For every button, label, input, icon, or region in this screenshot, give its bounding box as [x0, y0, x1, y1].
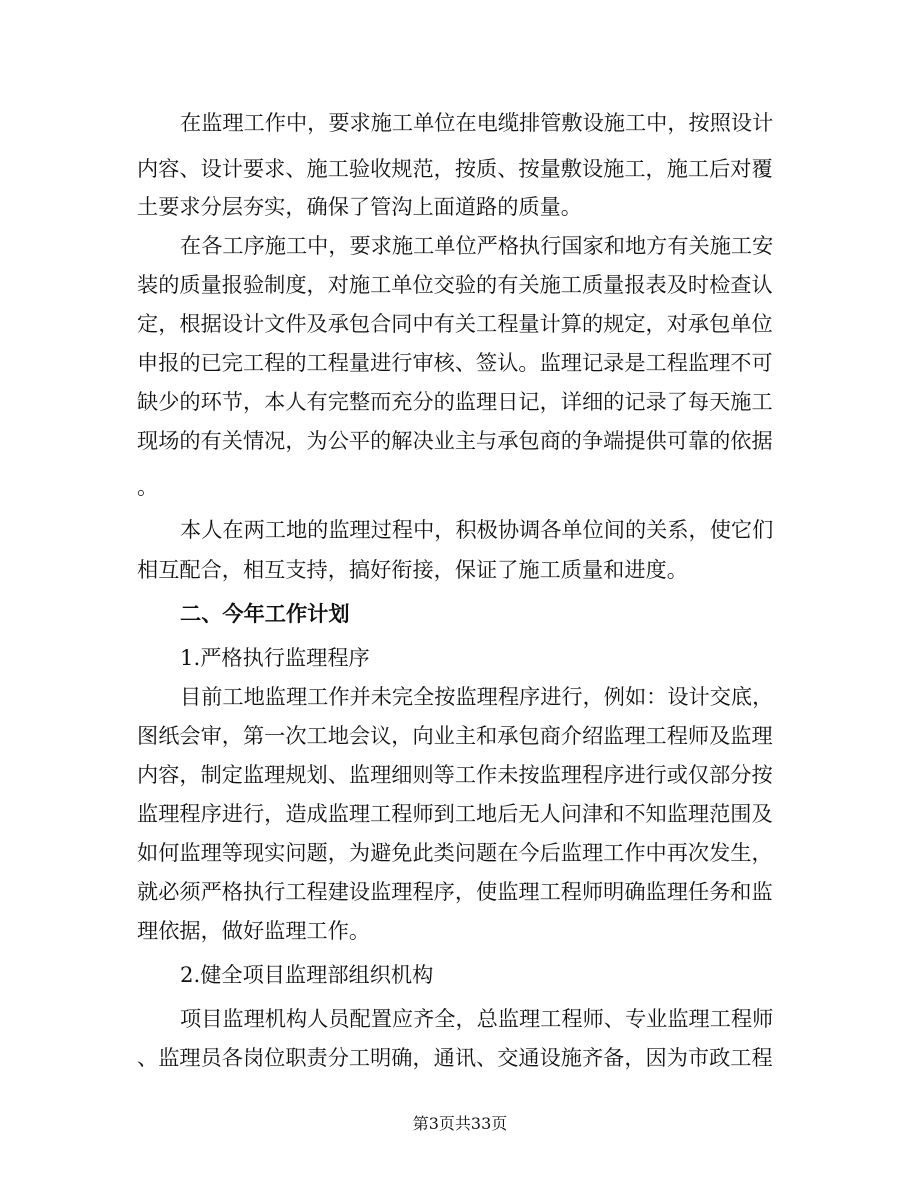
paragraph-line: 监理程序进行，造成监理工程师到工地后无人问津和不知监理范围及 — [137, 801, 773, 826]
paragraph-line: 。 — [137, 474, 159, 499]
paragraph-line: 理依据，做好监理工作。 — [137, 918, 371, 943]
paragraph-line: 项目监理机构人员配置应齐全，总监理工程师、专业监理工程师 — [180, 1006, 774, 1031]
paragraph-line: 现场的有关情况，为公平的解决业主与承包商的争端提供可靠的依据 — [137, 428, 773, 453]
paragraph-line: 在监理工作中，要求施工单位在电缆排管敷设施工中，按照设计 — [180, 110, 774, 135]
subsection-heading: 2.健全项目监理部组织机构 — [180, 962, 434, 987]
paragraph-line: 内容、设计要求、施工验收规范，按质、按量敷设施工，施工后对覆 — [137, 156, 773, 181]
paragraph-line: 定，根据设计文件及承包合同中有关工程量计算的规定，对承包单位 — [137, 311, 773, 336]
paragraph-line: 图纸会审，第一次工地会议，向业主和承包商介绍监理工程师及监理 — [137, 723, 773, 748]
paragraph-line: 本人在两工地的监理过程中，积极协调各单位间的关系，使它们 — [180, 517, 774, 542]
paragraph-line: 目前工地监理工作并未完全按监理程序进行，例如：设计交底， — [180, 684, 774, 709]
paragraph-line: 就必须严格执行工程建设监理程序，使监理工程师明确监理任务和监 — [137, 879, 773, 904]
section-heading: 二、今年工作计划 — [180, 601, 350, 626]
paragraph-line: 、监理员各岗位职责分工明确，通讯、交通设施齐备，因为市政工程 — [137, 1045, 773, 1070]
paragraph-line: 装的质量报验制度，对施工单位交验的有关施工质量报表及时检查认 — [137, 272, 773, 297]
page-footer: 第3页共33页 — [412, 1114, 508, 1133]
paragraph-line: 在各工序施工中，要求施工单位严格执行国家和地方有关施工安 — [180, 233, 774, 258]
paragraph-line: 如何监理等现实问题，为避免此类问题在今后监理工作中再次发生， — [137, 840, 773, 865]
paragraph-line: 相互配合，相互支持，搞好衔接，保证了施工质量和进度。 — [137, 557, 688, 582]
subsection-heading: 1.严格执行监理程序 — [180, 645, 370, 670]
paragraph-line: 缺少的环节，本人有完整而充分的监理日记，详细的记录了每天施工 — [137, 389, 773, 414]
paragraph-line: 申报的已完工程的工程量进行审核、签认。监理记录是工程监理不可 — [137, 350, 773, 375]
paragraph-line: 内容，制定监理规划、监理细则等工作未按监理程序进行或仅部分按 — [137, 762, 773, 787]
paragraph-line: 土要求分层夯实，确保了管沟上面道路的质量。 — [137, 194, 582, 219]
